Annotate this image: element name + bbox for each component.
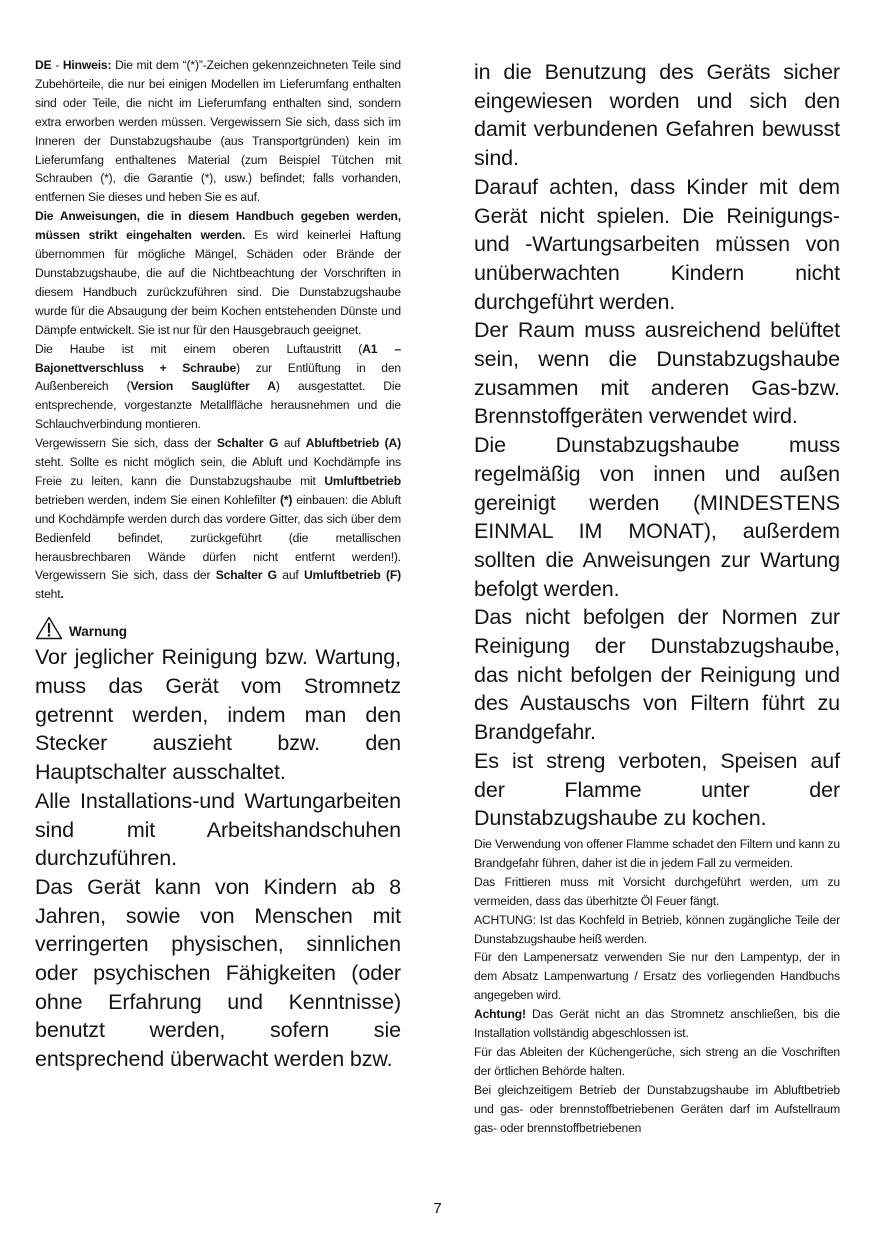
note-title: Hinweis: xyxy=(62,58,112,72)
switch-text: auf xyxy=(278,436,306,451)
outlet-bold: A1 – Bajonettverschluss + Schraube xyxy=(35,341,402,375)
children-play-paragraph: Darauf achten, dass Kinder mit dem Gerät nicht spielen. Die Reinigungs- und -Wartungsarbeiten müssen von unüberwachten Kindern nicht durchgeführt werden. xyxy=(474,174,840,314)
odour-regulations-paragraph: Für das Ableiten der Küchengerüche, sich streng an die Voschriften der örtlichen Behörde halten. xyxy=(474,1044,840,1078)
hot-parts-paragraph: ACHTUNG: Ist das Kochfeld in Betrieb, können zugängliche Teile der Dunstabzugshaube heiß werden. xyxy=(474,912,840,946)
ventilation-paragraph: Der Raum muss ausreichend belüftet sein, wenn die Dunstabzugshaube zusammen mit anderen Gas-bzw. Brennstoffgeräten verwendet wird. xyxy=(474,318,840,429)
switch-bold: (*) xyxy=(279,492,293,507)
switch-bold: Abluftbetrieb (A) xyxy=(305,436,401,451)
connection-warning-text: Das Gerät nicht an das Stromnetz anschließen, bis die Installation vollständig abgeschlossen ist. xyxy=(474,1007,840,1041)
connection-warning-paragraph xyxy=(474,1005,840,1043)
flambe-prohibition-paragraph: Es ist streng verboten, Speisen auf der Flamme unter der Dunstabzugshaube zu kochen. xyxy=(474,748,840,831)
warning-heading xyxy=(35,615,401,641)
switch-text: auf xyxy=(276,568,304,583)
outlet-paragraph xyxy=(35,340,401,435)
warning-triangle-icon xyxy=(35,616,63,640)
instruction-continued-paragraph: in die Benutzung des Geräts sicher eingewiesen worden und sich den damit verbundenen Gefahren bewusst sind. xyxy=(474,60,840,171)
instructions-text: Es wird keinerlei Haftung übernommen für mögliche Mängel, Schäden oder Brände der Dunstabzugshaube, die auf die Nichtbeachtung der Vorschriften in diesem Handbuch zurückzuführen sind. Die Dunstabzugshaube wurde für die Absaugung der beim Kochen entstehenden Dünste und Dämpfe entwickelt. Sie ist nur für den Hausgebrauch geeignet. xyxy=(35,228,401,337)
fire-risk-paragraph: Das nicht befolgen der Normen zur Reinigung der Dunstabzugshaube, das nicht befolgen der Reinigung und des Austauschs von Filtern führt zu Brandgefahr. xyxy=(474,605,840,745)
right-column xyxy=(474,56,840,1137)
left-column xyxy=(35,56,401,1074)
warning-children-paragraph: Das Gerät kann von Kindern ab 8 Jahren, sowie von Menschen mit verringerten physischen, sinnlichen oder psychischen Fähigkeiten (oder ohne Erfahrung und Kenntnisse) benutzt werden, sofern sie entsprechend überwacht werden bzw. xyxy=(35,874,401,1072)
instructions-bold: Die Anweisungen, die in diesem Handbuch gegeben werden, müssen strikt eingehalten werden. xyxy=(35,209,401,243)
switch-bold: Umluftbetrieb xyxy=(324,473,401,488)
intro-separator: - xyxy=(51,58,63,72)
switch-text: steht xyxy=(35,587,61,602)
switch-text: einbauen: die Abluft und Kochdämpfe werden durch das vordere Gitter, das sich über dem Bedienfeld befindet, zurückgeführt (die metallischen herausbrechbaren Wände dürfen nicht entfernt werden!). Vergewissern Sie sich, dass der xyxy=(35,492,401,583)
warning-disconnect-paragraph: Vor jeglicher Reinigung bzw. Wartung, muss das Gerät vom Stromnetz getrennt werden, indem man den Stecker auszieht bzw. den Hauptschalter ausschaltet. xyxy=(35,645,401,785)
intro-text: Die mit dem “(*)”-Zeichen gekennzeichneten Teile sind Zubehörteile, die nur bei einigen Modellen im Lieferumfang enthalten sind oder Teile, die nicht im Lieferumfang enthalten sind, sondern extra erworben werden müssen. Vergewissern Sie sich, dass sich im Inneren der Dunstabzugshaube (aus Transportgründen) kein im Lieferumfang enthaltenes Material (zum Beispiel Tütchen mit Schrauben (*), die Garantie (*), usw.) befindet; falls vorhanden, entfernen Sie dieses und heben Sie es auf. xyxy=(35,58,401,205)
outlet-bold: Version Sauglüfter A xyxy=(130,379,276,394)
switch-bold: Schalter G xyxy=(215,568,277,583)
intro-note xyxy=(35,56,401,207)
attention-label: Achtung! xyxy=(474,1007,526,1022)
switch-text: Vergewissern Sie sich, dass der xyxy=(35,436,217,451)
cleaning-paragraph: Die Dunstabzugshaube muss regelmäßig von innen und außen gereinigt werden (MINDESTENS EINMAL IM MONAT), außerdem sollten die Anweisungen zur Wartung befolgt werden. xyxy=(474,433,840,601)
open-flame-paragraph: Die Verwendung von offener Flamme schadet den Filtern und kann zu Brandgefahr führen, daher ist die in jedem Fall zu vermeiden. xyxy=(474,836,840,870)
warning-label: Warnung xyxy=(69,623,127,639)
outlet-text: ) zur Entlüftung in den Außenbereich ( xyxy=(35,360,401,394)
switch-bold: . xyxy=(60,587,64,602)
instructions-paragraph xyxy=(35,207,401,339)
switch-text: betrieben werden, indem Sie einen Kohlefilter xyxy=(35,492,280,507)
simultaneous-operation-paragraph: Bei gleichzeitigem Betrieb der Dunstabzugshaube im Abluftbetrieb und gas- oder brennstoffbetriebenen Geräten darf im Aufstellraum gas- oder brennstoffbetriebenen xyxy=(474,1082,840,1135)
frying-paragraph: Das Frittieren muss mit Vorsicht durchgeführt werden, um zu vermeiden, dass das überhitzte Öl Feuer fängt. xyxy=(474,874,840,908)
outlet-text: ) ausgestattet. Die entsprechende, vorgestanzte Metallfläche herausnehmen und die Schlauchverbindung montieren. xyxy=(35,379,401,432)
outlet-text: Die Haube ist mit einem oberen Luftaustritt ( xyxy=(35,341,363,356)
warning-gloves-paragraph: Alle Installations-und Wartungarbeiten sind mit Arbeitshandschuhen durchzuführen. xyxy=(35,788,401,871)
switch-paragraph xyxy=(35,434,401,604)
switch-bold: Schalter G xyxy=(216,436,279,451)
page-number: 7 xyxy=(433,1200,442,1217)
language-code: DE xyxy=(35,58,52,72)
lamp-replacement-paragraph: Für den Lampenersatz verwenden Sie nur den Lampentyp, der in dem Absatz Lampenwartung / Ersatz des vorliegenden Handbuchs angegeben wird. xyxy=(474,950,840,1003)
switch-bold: Umluftbetrieb (F) xyxy=(303,568,401,583)
switch-text: steht. Sollte es nicht möglich sein, die Abluft und Kochdämpfe ins Freie zu leiten, kann die Dunstabzugshaube mit xyxy=(35,455,401,488)
